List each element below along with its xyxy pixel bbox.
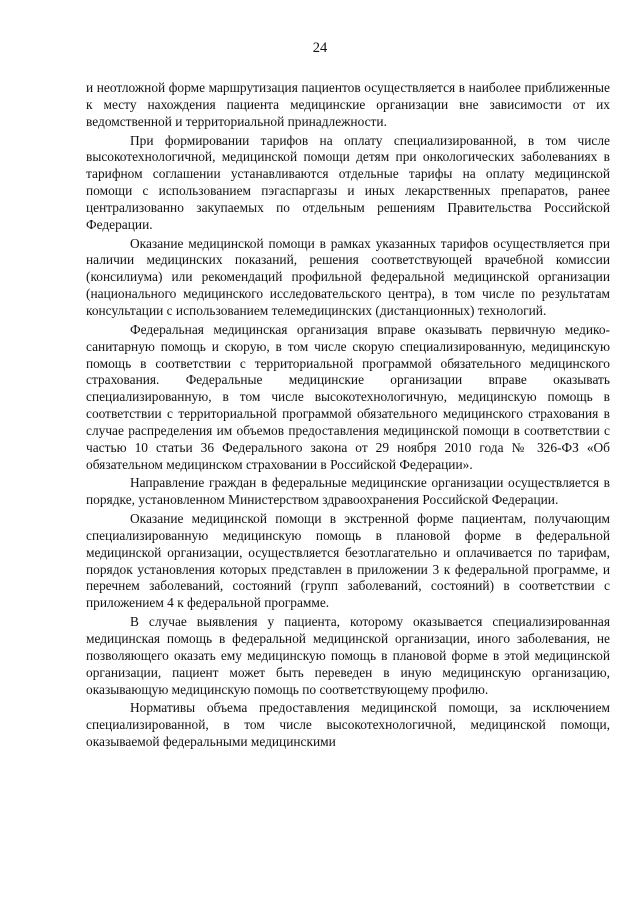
paragraph-federal-organization: Федеральная медицинская организация вправе оказывать первичную медико-санитарную помощь и скорую, в том числе скорую специализированную, медицинскую помощь в соответствии с территориальной программой обязательного медицинского страхования. Федеральные медицинские организации вправе оказывать специализированную, в том числе высокотехнологичную, медицинскую помощь в соответствии с территориальной программой обязательного медицинского страхования в случае распределения им объемов предоставления медицинской помощи в соответствии с частью 10 статьи 36 Федерального закона от 29 ноября 2010 года № 326-ФЗ «Об обязательном медицинском страховании в Российской Федерации». (86, 321, 610, 472)
paragraph-referral: Направление граждан в федеральные медицинские организации осуществляется в порядке, установленном Министерством здравоохранения Российской Федерации. (86, 475, 610, 508)
paragraph-volume-norms: Нормативы объема предоставления медицинской помощи, за исключением специализированной, в том числе высокотехнологичной, медицинской помощи, оказываемой федеральными медицинскими (86, 700, 610, 750)
paragraph-tariff-conditions: Оказание медицинской помощи в рамках указанных тарифов осуществляется при наличии медицинских показаний, решения соответствующей врачебной комиссии (консилиума) или рекомендаций профильной федеральной медицинской организации (национального медицинского исследовательского центра), в том числе по результатам консультации с использованием телемедицинских (дистанционных) технологий. (86, 235, 610, 318)
paragraph-emergency-care: Оказание медицинской помощи в экстренной форме пациентам, получающим специализированную медицинскую помощь в плановой форме в федеральной медицинской организации, осуществляется безотлагательно и оплачивается по тарифам, порядок установления которых представлен в приложении 3 к федеральной программе, и перечнем заболеваний, состояний (групп заболеваний, состояний) в соответствии с приложением 4 к федеральной программе. (86, 511, 610, 611)
page-number: 24 (312, 40, 328, 56)
document-body (86, 80, 610, 751)
paragraph-continuation: и неотложной форме маршрутизация пациентов осуществляется в наиболее приближенные к месту нахождения пациента медицинские организации вне зависимости от их ведомственной и территориальной принадлежности. (86, 80, 610, 129)
paragraph-transfer: В случае выявления у пациента, которому оказывается специализированная медицинская помощь в федеральной медицинской организации, иного заболевания, не позволяющего оказать ему медицинскую помощь в плановой форме в этой медицинской организации, пациент может быть переведен в иную медицинскую организацию, оказывающую медицинскую помощь по соответствующему профилю. (86, 614, 610, 697)
paragraph-tariffs-oncology: При формировании тарифов на оплату специализированной, в том числе высокотехнологичной, медицинской помощи детям при онкологических заболеваниях в тарифном соглашении устанавливаются отдельные тарифы на оплату медицинской помощи с использованием пэгаспаргазы и иных лекарственных препаратов, ранее централизованно закупаемых по отдельным решениям Правительства Российской Федерации. (86, 132, 610, 232)
